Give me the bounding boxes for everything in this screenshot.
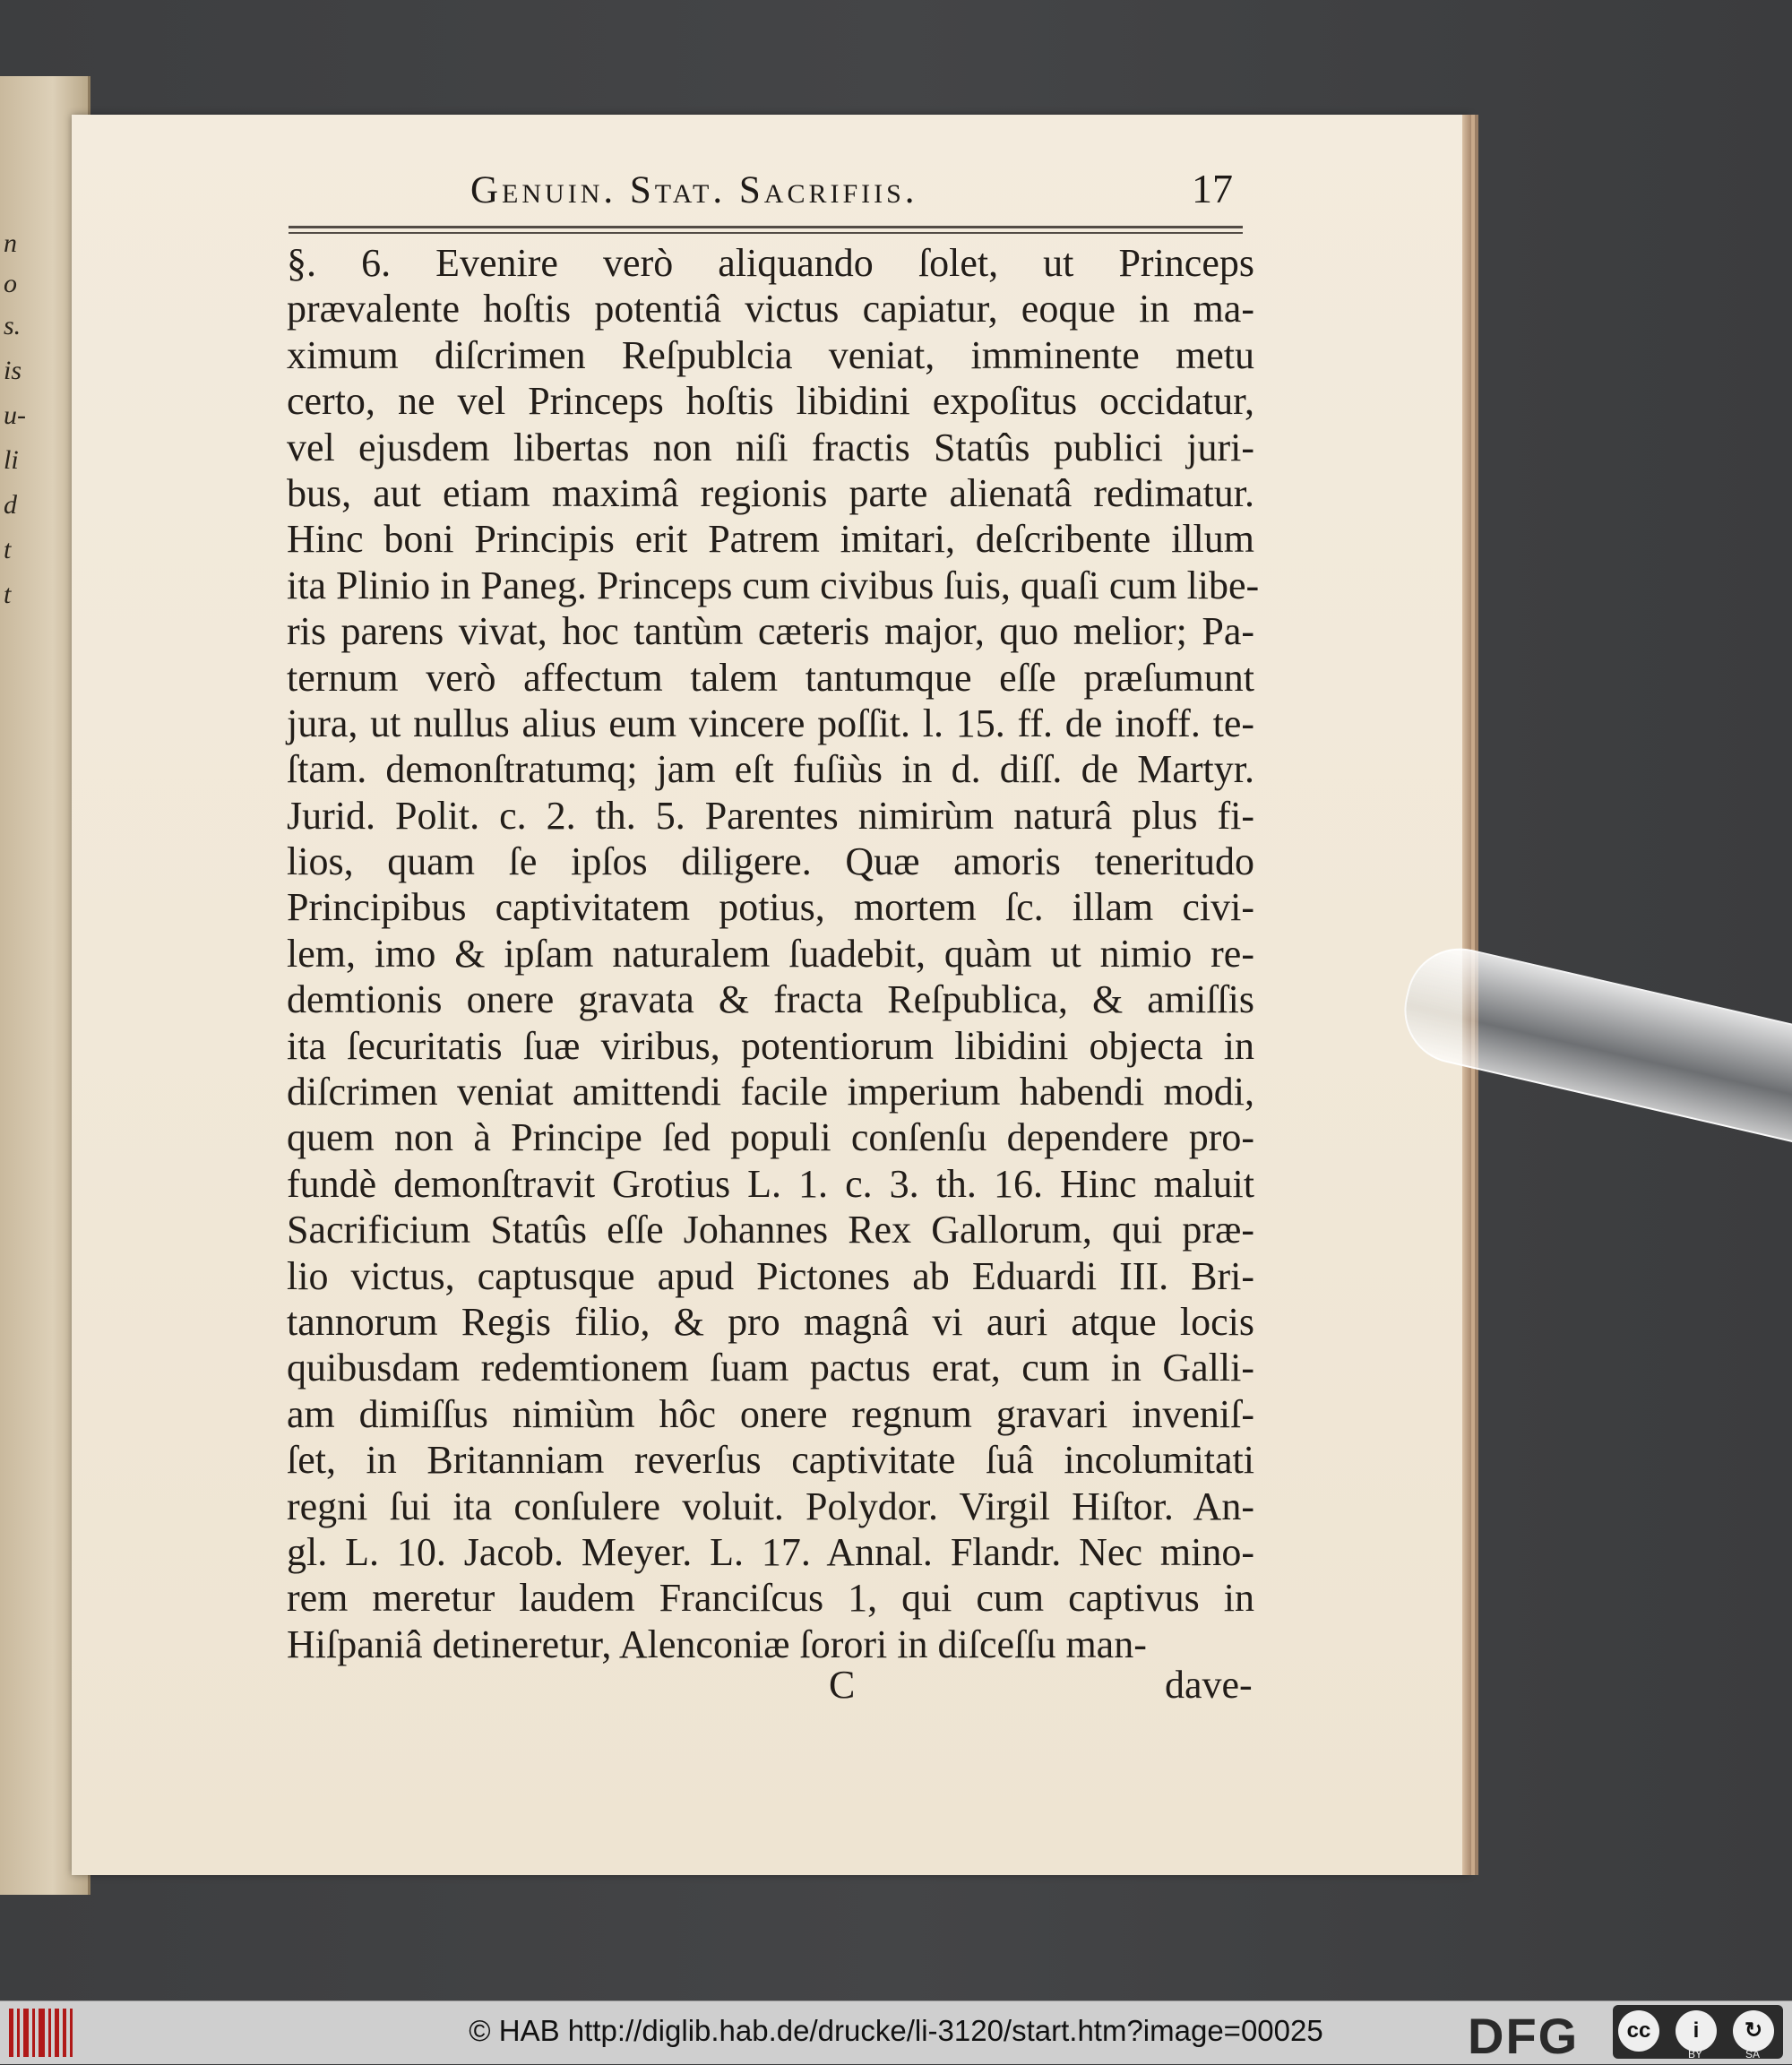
cc-icon: cc: [1618, 2010, 1659, 2052]
left-page-fragment: s.: [4, 311, 22, 340]
left-page-fragment: t: [4, 580, 12, 609]
text-line: Hiſpaniâ detineretur, Alenconiæ ſorori in diſceſſu man-: [287, 1622, 1147, 1666]
text-line: am dimiſſus nimiùm hôc onere regnum gravari inveniſ-: [287, 1391, 1254, 1436]
page-number: 17: [1192, 166, 1233, 211]
text-line: diſcrimen veniat amittendi facile imperium habendi modi,: [287, 1070, 1254, 1114]
text-line: Hinc boni Principis erit Patrem imitari, deſcribente illum: [287, 517, 1254, 562]
header-rule: [289, 226, 1243, 234]
text-line: ita ſecuritatis ſuæ viribus, potentiorum libidini objecta in: [287, 1023, 1254, 1068]
text-line: bus, aut etiam maximâ regionis parte alienatâ redimatur.: [287, 470, 1254, 515]
share-alike-icon: ↻: [1733, 2010, 1774, 2052]
signature-mark: C: [829, 1663, 856, 1707]
text-line: Jurid. Polit. c. 2. th. 5. Parentes nimirùm naturâ plus fi-: [287, 793, 1254, 838]
cc-sa-label: SA: [1745, 2048, 1761, 2061]
left-page-fragment: d: [4, 490, 17, 520]
text-line: §. 6. Evenire verò aliquando ſolet, ut Princeps: [287, 241, 1254, 285]
text-line: lio victus, captusque apud Pictones ab Eduardi III. Bri-: [287, 1253, 1254, 1298]
running-head: Genuin. Stat. Sacrifiis.: [470, 169, 918, 211]
text-line: fundè demonſtravit Grotius L. 1. c. 3. th. 16. Hinc maluit: [287, 1161, 1254, 1206]
by-person-icon: i: [1676, 2010, 1717, 2052]
dfg-logo: DFG: [1468, 2008, 1580, 2064]
text-line: quem non à Principe ſed populi conſenſu dependere pro-: [287, 1115, 1254, 1160]
text-line: ximum diſcrimen Reſpublcia veniat, imminente metu: [287, 332, 1254, 377]
text-line: ternum verò affectum talem tantumque eſſe præſumunt: [287, 655, 1254, 700]
text-line: quibusdam redemtionem ſuam pactus erat, cum in Galli-: [287, 1346, 1254, 1390]
text-line: ſet, in Britanniam reverſus captivitate ſuâ incolumitati: [287, 1438, 1254, 1483]
text-line: lem, imo & ipſam naturalem ſuadebit, quàm ut nimio re-: [287, 931, 1254, 976]
text-line: ita Plinio in Paneg. Princeps cum civibus ſuis, quaſi cum libe-: [287, 563, 1260, 607]
viewer-footer: [0, 2000, 1792, 2064]
cc-by-label: BY: [1688, 2048, 1703, 2061]
text-line: certo, ne vel Princeps hoſtis libidini expoſitus occidatur,: [287, 379, 1254, 424]
left-page-fragment: o: [4, 269, 17, 298]
catchword: dave-: [1165, 1663, 1253, 1707]
body-text: [287, 240, 1260, 1667]
cc-license-badge[interactable]: [1613, 2005, 1783, 2059]
text-line: tannorum Regis filio, & pro magnâ vi auri atque locis: [287, 1299, 1254, 1344]
left-page-fragment: u-: [4, 400, 26, 430]
text-line: ſtam. demonſtratumq; jam eſt fuſiùs in d. diſſ. de Martyr.: [287, 747, 1254, 792]
left-page-fragment: li: [4, 445, 19, 475]
text-line: gl. L. 10. Jacob. Meyer. L. 17. Annal. Flandr. Nec mino-: [287, 1529, 1254, 1574]
text-line: Sacrificium Statûs eſſe Johannes Rex Gallorum, qui præ-: [287, 1208, 1254, 1252]
left-page-fragment: is: [4, 356, 22, 385]
text-line: demtionis onere gravata & fracta Reſpublica, & amiſſis: [287, 977, 1254, 1022]
text-line: ris parens vivat, hoc tantùm cæteris major, quo melior; Pa-: [287, 609, 1254, 654]
text-line: vel ejusdem libertas non niſi fractis Statûs publici juri-: [287, 425, 1254, 469]
text-line: prævalente hoſtis potentiâ victus capiatur, eoque in ma-: [287, 287, 1254, 331]
text-line: rem meretur laudem Franciſcus 1, qui cum captivus in: [287, 1576, 1254, 1621]
text-line: lios, quam ſe ipſos diligere. Quæ amoris teneritudo: [287, 839, 1254, 884]
text-line: Principibus captivitatem potius, mortem ſc. illam civi-: [287, 885, 1254, 930]
text-line: regni ſui ita conſulere voluit. Polydor. Virgil Hiſtor. An-: [287, 1484, 1254, 1528]
text-line: jura, ut nullus alius eum vincere poſſit. l. 15. ff. de inoff. te-: [287, 701, 1254, 745]
left-page-fragment: n: [4, 228, 17, 258]
left-page-fragment: t: [4, 535, 12, 564]
copyright-link[interactable]: © HAB http://diglib.hab.de/drucke/li-3120/start.htm?image=00025: [469, 2014, 1323, 2047]
